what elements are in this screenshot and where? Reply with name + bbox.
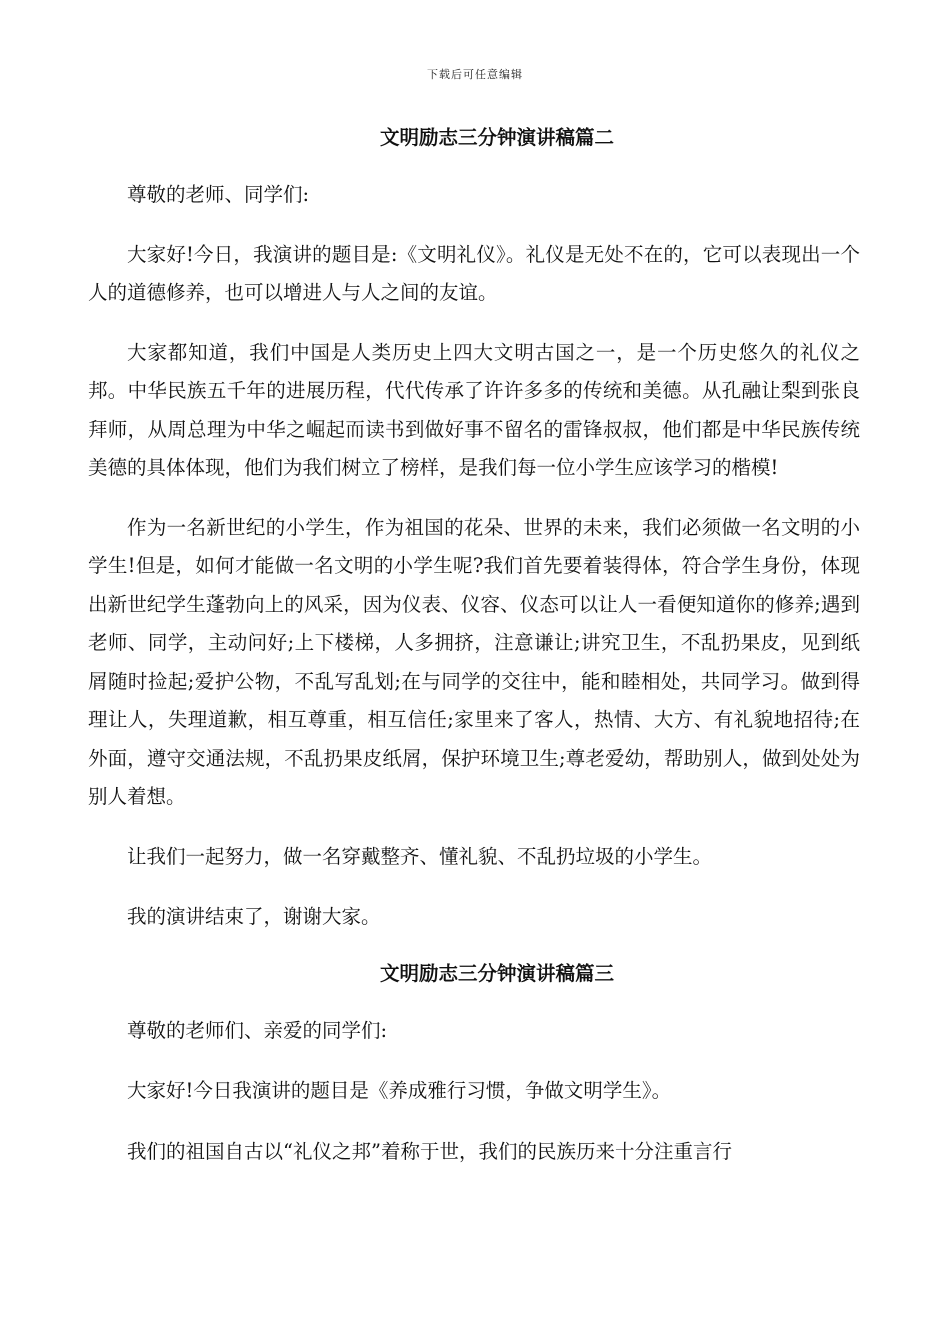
document-body bbox=[88, 118, 860, 1171]
section-three-paragraph: 大家好!今日我演讲的题目是《养成雅行习惯，争做文明学生》。 bbox=[127, 1079, 672, 1102]
section-two-paragraph: 大家好!今日，我演讲的题目是:《文明礼仪》。礼仪是无处不在的，它可以表现出一个人的道德修养，也可以增进人与人之间的友谊。 bbox=[88, 242, 860, 304]
section-two-salutation: 尊敬的老师、同学们: bbox=[127, 183, 310, 206]
section-two-title: 文明励志三分钟演讲稿篇二 bbox=[379, 126, 614, 149]
section-three-paragraph: 我们的祖国自古以“礼仪之邦”着称于世，我们的民族历来十分注重言行 bbox=[127, 1139, 732, 1163]
header-note: 下载后可任意编辑 bbox=[427, 68, 523, 81]
section-three-salutation: 尊敬的老师们、亲爱的同学们: bbox=[127, 1018, 388, 1042]
section-three-title: 文明励志三分钟演讲稿篇三 bbox=[379, 961, 614, 985]
section-two-paragraph: 让我们一起努力，做一名穿戴整齐、懂礼貌、不乱扔垃圾的小学生。 bbox=[127, 844, 713, 868]
section-two-closing: 我的演讲结束了，谢谢大家。 bbox=[127, 905, 381, 928]
section-two-paragraph: 作为一名新世纪的小学生，作为祖国的花朵、世界的未来，我们必须做一名文明的小学生!但是，如何才能做一名文明的小学生呢?我们首先要着装得体，符合学生身份，体现出新世纪学生蓬勃向上的风采，因为仪表、仪容、仪态可以让人一看便知道你的修养;遇到老师、同学，主动问好;上下楼梯，人多拥挤，注意谦让;讲究卫生，不乱扔果皮，见到纸屑随时捡起;爱护公物，不乱写乱划;在与同学的交往中，能和睦相处，共同学习。做到得理让人，失理道歉，相互尊重，相互信任;家里来了客人，热情、大方、有礼貌地招待;在外面，遵守交通法规，不乱扔果皮纸屑，保护环境卫生;尊老爱幼，帮助别人，做到处处为别人着想。 bbox=[88, 515, 860, 808]
section-two-paragraph: 大家都知道，我们中国是人类历史上四大文明古国之一，是一个历史悠久的礼仪之邦。中华民族五千年的进展历程，代代传承了许许多多的传统和美德。从孔融让梨到张良拜师，从周总理为中华之崛起而读书到做好事不留名的雷锋叔叔，他们都是中华民族传统美德的具体体现，他们为我们树立了榜样，是我们每一位小学生应该学习的楷模! bbox=[88, 340, 860, 479]
